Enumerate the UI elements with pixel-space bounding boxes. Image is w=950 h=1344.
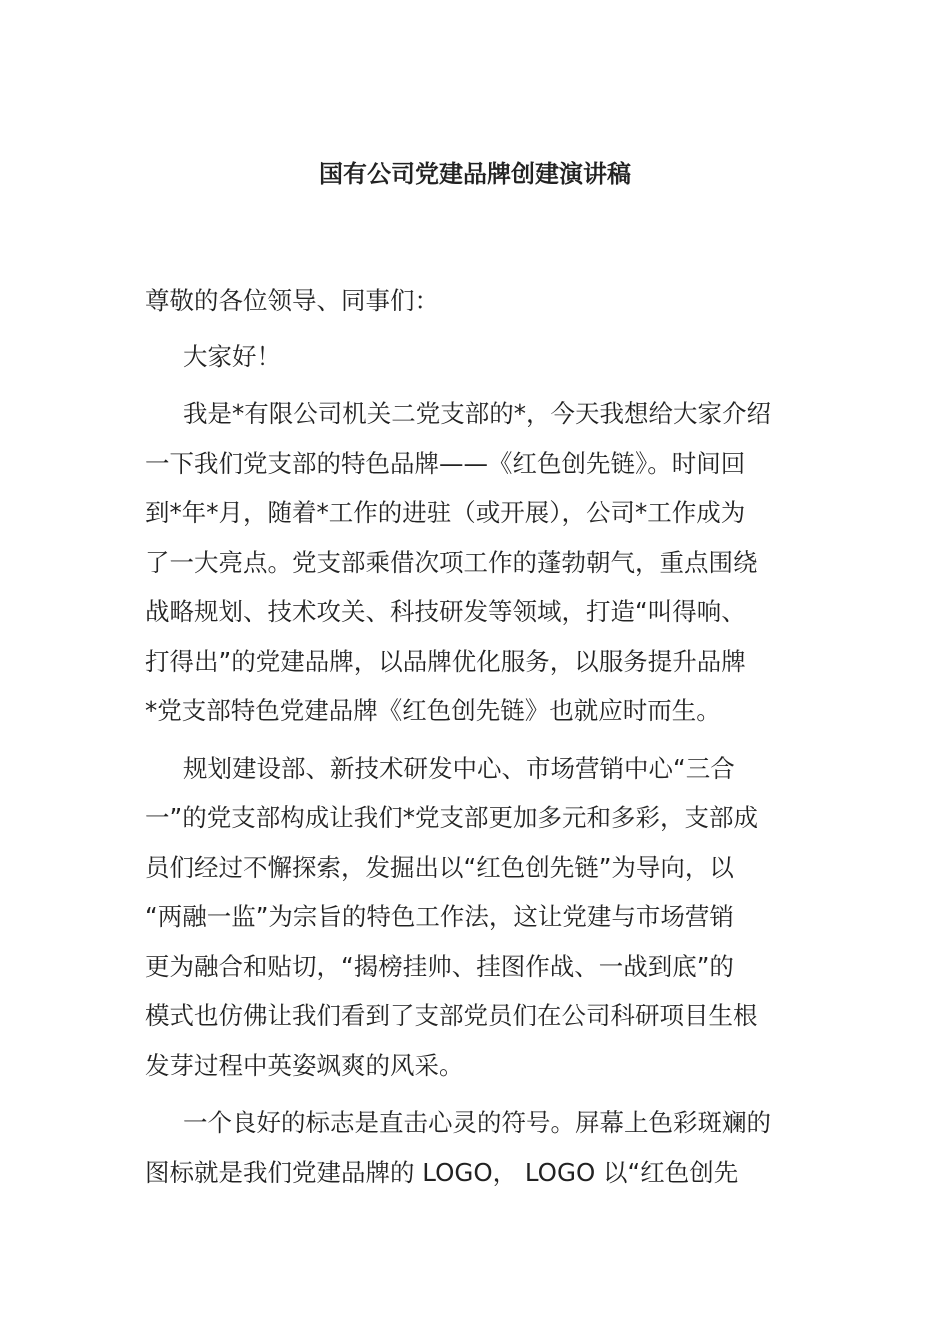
paragraph-line: 一下我们党支部的特色品牌——《红色创先链》。时间回 <box>145 448 746 478</box>
paragraph-3 <box>145 1098 810 1197</box>
paragraph-line: 我是*有限公司机关二党支部的*，今天我想给大家介绍 <box>183 399 771 428</box>
paragraph-line: 一”的党支部构成让我们*党支部更加多元和多彩，支部成 <box>145 803 758 832</box>
paragraph-line: 模式也仿佛让我们看到了支部党员们在公司科研项目生根 <box>145 1001 758 1030</box>
paragraph-line: 战略规划、技术攻关、科技研发等领域，打造“叫得响、 <box>145 597 746 626</box>
paragraph-2 <box>145 744 810 1091</box>
paragraph-1 <box>145 389 810 736</box>
paragraph-line: 规划建设部、新技术研发中心、市场营销中心“三合 <box>183 753 735 783</box>
paragraph-line: 到*年*月，随着*工作的进驻（或开展），公司*工作成为 <box>145 498 746 527</box>
paragraph-line: 一个良好的标志是直击心灵的符号。屏幕上色彩斑斓的 <box>183 1108 771 1137</box>
paragraph-line: 打得出”的党建品牌，以品牌优化服务，以服务提升品牌 <box>145 646 746 676</box>
paragraph-line: 发芽过程中英姿飒爽的风采。 <box>145 1050 464 1080</box>
paragraph-line: 更为融合和贴切，“揭榜挂帅、挂图作战、一战到底”的 <box>145 951 734 981</box>
document-title: 国有公司党建品牌创建演讲稿 <box>319 160 631 188</box>
paragraph-line: “两融一监”为宗旨的特色工作法，这让党建与市场营销 <box>145 902 734 931</box>
greeting <box>145 332 810 382</box>
paragraph-line: 了一大亮点。党支部乘借次项工作的蓬勃朝气，重点围绕 <box>145 547 758 577</box>
paragraph-line: 图标就是我们党建品牌的 LOGO， LOGO 以“红色创先 <box>145 1157 739 1187</box>
salutation <box>145 276 810 326</box>
greeting-line: 大家好！ <box>183 341 281 371</box>
document-body <box>145 276 810 1205</box>
salutation-line: 尊敬的各位领导、同事们： <box>145 286 439 315</box>
paragraph-line: *党支部特色党建品牌《红色创先链》也就应时而生。 <box>145 696 721 725</box>
paragraph-line: 员们经过不懈探索，发掘出以“红色创先链”为导向，以 <box>145 852 734 882</box>
